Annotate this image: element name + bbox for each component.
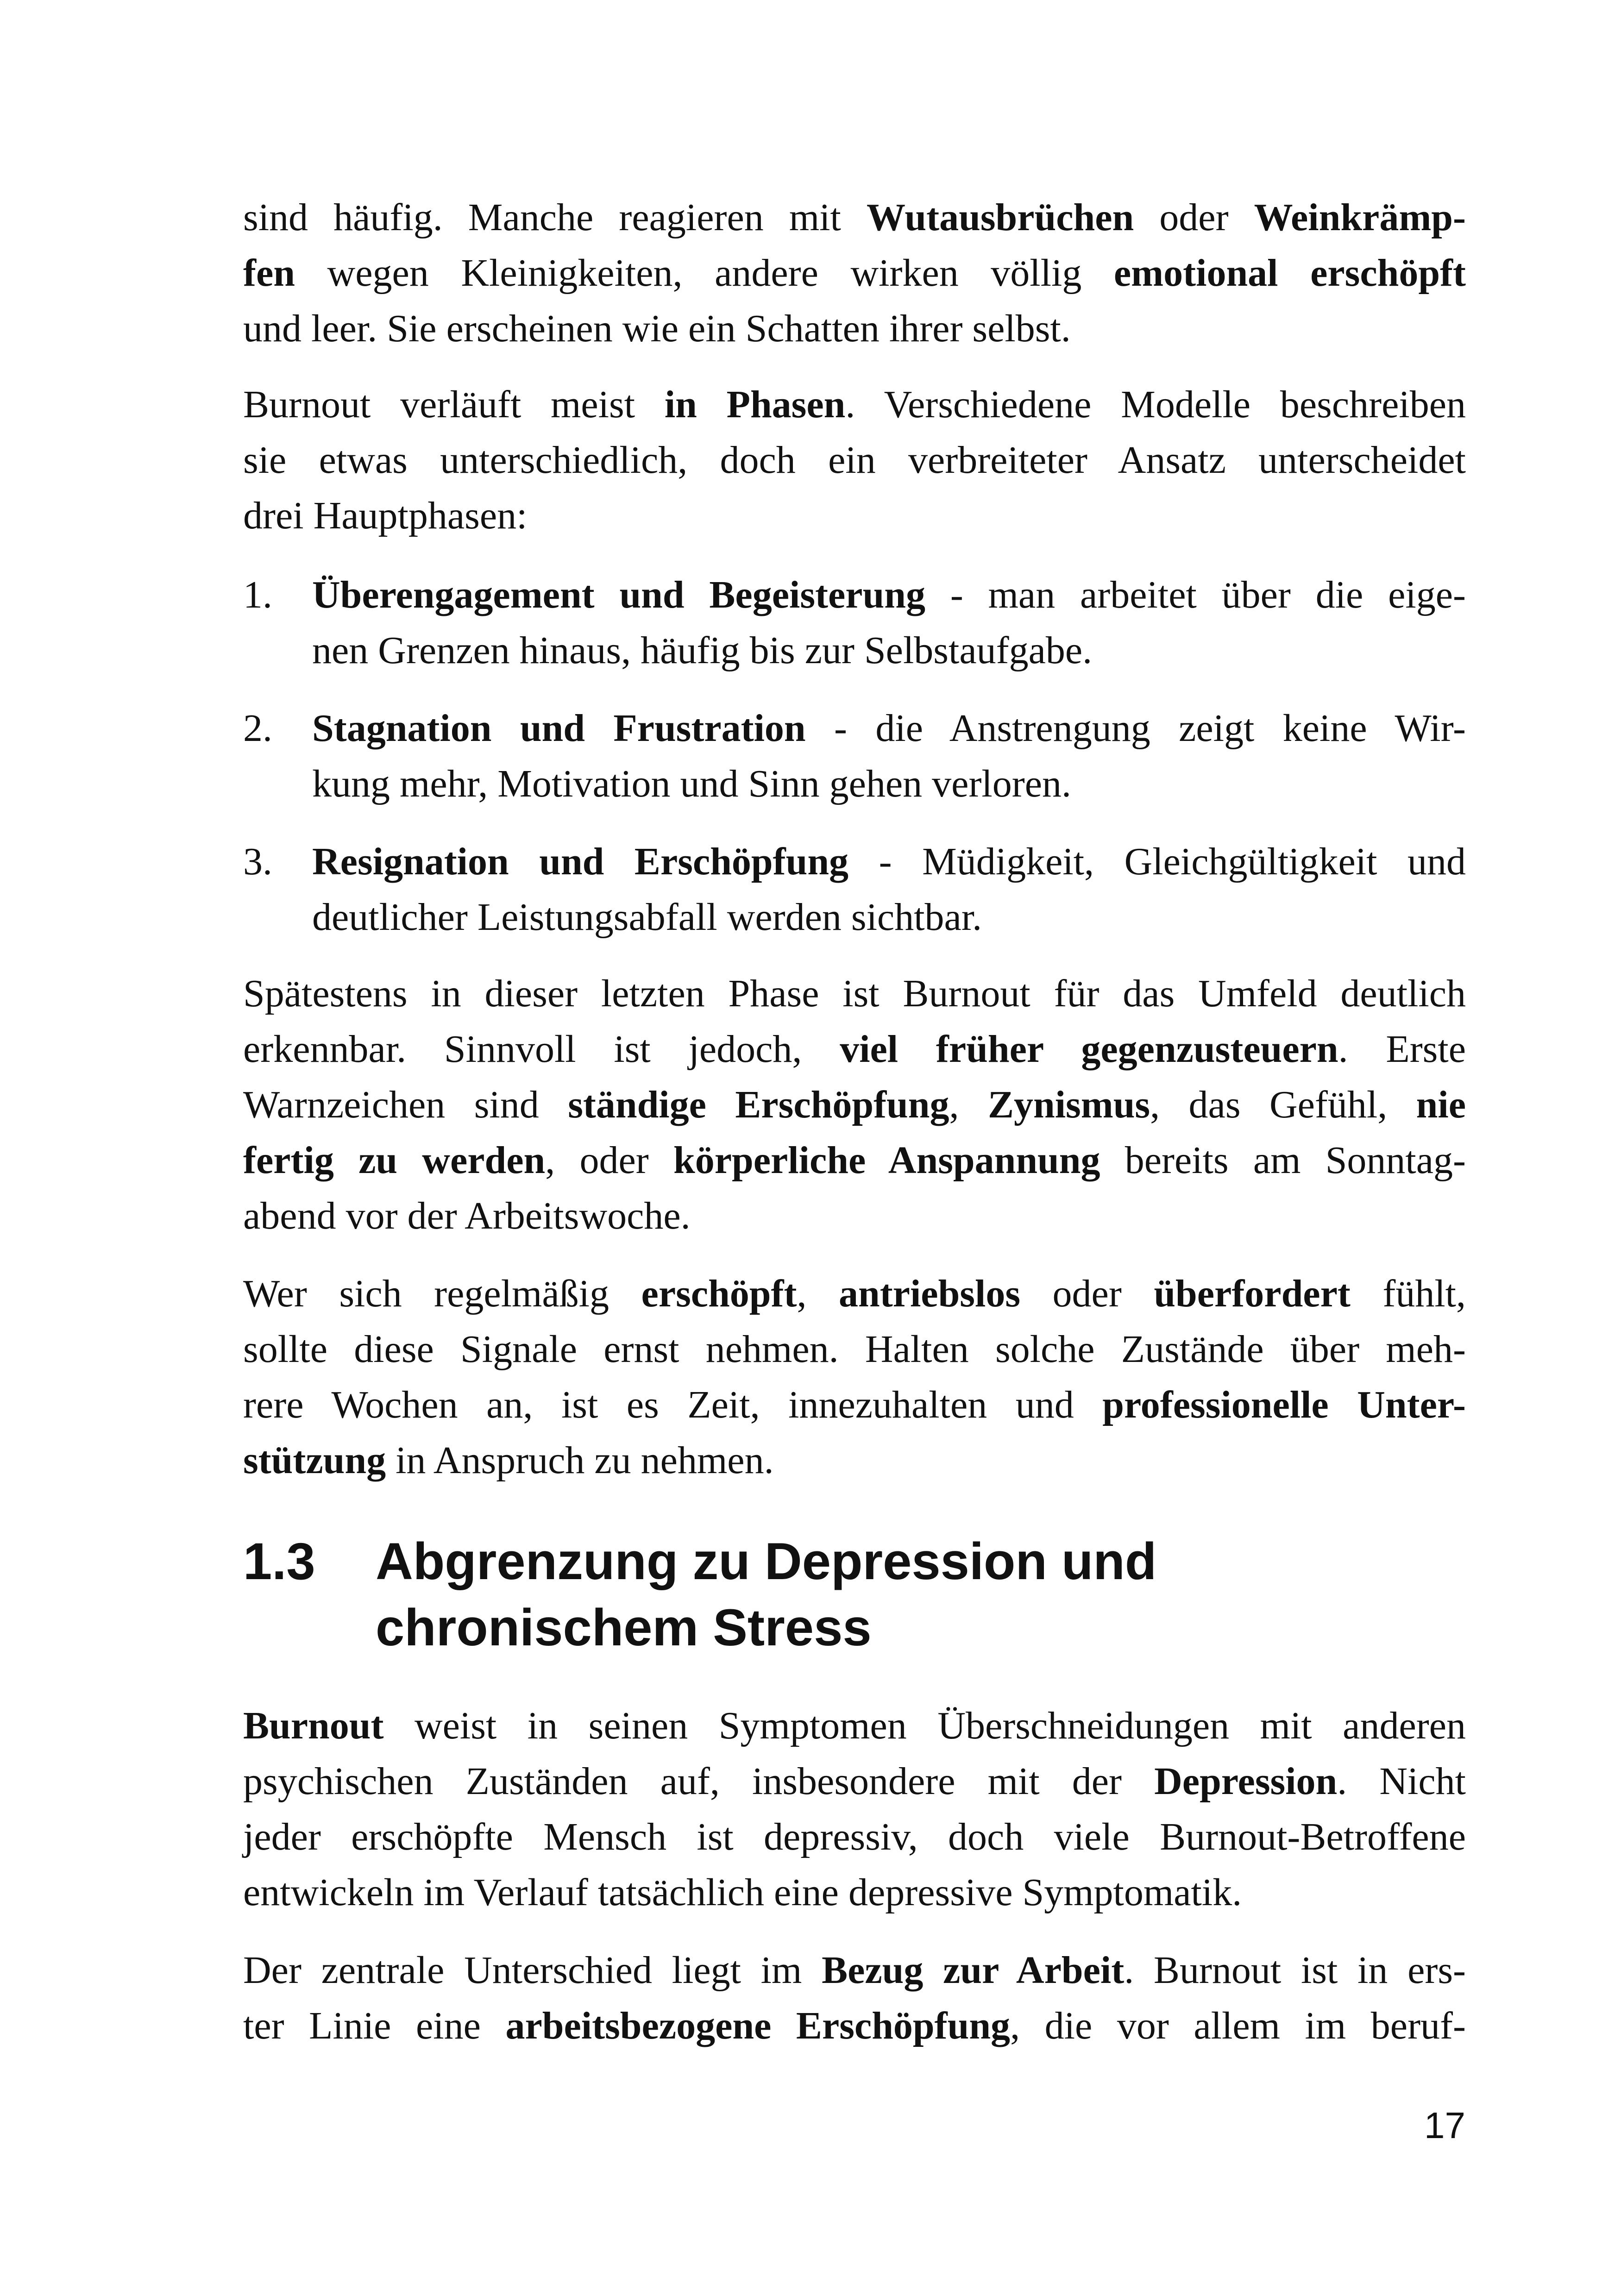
paragraph — [243, 190, 1466, 357]
phase-list — [243, 567, 1466, 967]
list-item-text — [312, 834, 1466, 945]
bold-text: überfordert — [1154, 1272, 1351, 1315]
text-span: weist in seinen Symptomen Überschneidungen mit anderen — [383, 1704, 1466, 1747]
text-span: abend vor der Arbeitswoche. — [243, 1194, 691, 1237]
text-span: psychischen Zuständen auf, insbesondere mit der — [243, 1760, 1155, 1803]
text-span: kung mehr, Motivation und Sinn gehen verloren. — [312, 762, 1072, 805]
bold-text: emotional erschöpft — [1113, 251, 1466, 295]
text-span: deutlicher Leistungsabfall werden sichtbar. — [312, 896, 982, 939]
bold-text: Wutausbrüchen — [866, 196, 1134, 239]
text-span: Warnzeichen sind — [243, 1083, 568, 1126]
list-item — [243, 834, 1466, 945]
bold-text: Burnout — [243, 1704, 384, 1747]
section-title-line-1: Abgrenzung zu Depression und — [376, 1532, 1157, 1590]
bold-text: erschöpft — [641, 1272, 797, 1315]
bold-text: Resignation und Erschöpfung — [312, 840, 849, 883]
text-line — [312, 623, 1466, 678]
bold-text: Überengagement und Begeisterung — [312, 573, 926, 616]
text-span: - man arbeitet über die eige- — [925, 573, 1466, 616]
text-span: rere Wochen an, ist es Zeit, innezuhalten und — [243, 1383, 1103, 1426]
text-line — [243, 1943, 1466, 1998]
text-span: entwickeln im Verlauf tatsächlich eine depressive Symptomatik. — [243, 1871, 1242, 1914]
text-span: sollte diese Signale ernst nehmen. Halten solche Zustände über meh- — [243, 1328, 1466, 1371]
text-span: in Anspruch zu nehmen. — [386, 1439, 774, 1482]
text-span: oder — [1020, 1272, 1154, 1315]
text-line — [243, 1322, 1466, 1377]
text-line — [243, 245, 1466, 301]
text-line — [243, 190, 1466, 245]
text-line — [243, 1133, 1466, 1188]
bold-text: fen — [243, 251, 295, 295]
bold-text: arbeitsbezogene Erschöpfung — [505, 2004, 1011, 2047]
bold-text: Stagnation und Frustration — [312, 707, 806, 750]
text-span: drei Hauptphasen: — [243, 494, 528, 537]
paragraph — [243, 1266, 1466, 1488]
text-line — [312, 701, 1466, 756]
bold-text: antriebslos — [838, 1272, 1021, 1315]
text-line — [243, 1433, 1466, 1488]
bold-text: ständige Erschöpfung — [568, 1083, 949, 1126]
text-span: nen Grenzen hinaus, häufig bis zur Selbstaufgabe. — [312, 629, 1093, 672]
bold-text: professionelle Unter- — [1102, 1383, 1466, 1426]
list-number: 1. — [243, 573, 272, 616]
text-span: , das Gefühl, — [1150, 1083, 1416, 1126]
text-span: erkennbar. Sinnvoll ist jedoch, — [243, 1028, 840, 1071]
bold-text: körperliche Anspannung — [673, 1139, 1100, 1182]
text-line — [243, 433, 1466, 488]
paragraph — [243, 1943, 1466, 2054]
text-span: , — [949, 1083, 988, 1126]
text-line — [243, 1998, 1466, 2054]
text-line — [243, 301, 1466, 357]
text-line — [312, 756, 1466, 812]
list-item-text — [312, 567, 1466, 678]
text-line — [243, 1865, 1466, 1920]
section-heading — [243, 1528, 1156, 1661]
list-item — [243, 567, 1466, 678]
text-span: . Erste — [1338, 1028, 1466, 1071]
bold-text: Depression — [1154, 1760, 1338, 1803]
section-number: 1.3 — [243, 1532, 315, 1590]
text-line — [312, 890, 1466, 945]
text-line — [243, 1188, 1466, 1244]
text-line — [243, 1698, 1466, 1754]
text-line — [243, 377, 1466, 433]
text-line — [243, 1022, 1466, 1077]
list-item-text — [312, 701, 1466, 812]
paragraph — [243, 377, 1466, 544]
text-line — [243, 1266, 1466, 1322]
text-span: Spätestens in dieser letzten Phase ist Burnout für das Umfeld deutlich — [243, 972, 1466, 1015]
text-line — [243, 966, 1466, 1022]
bold-text: stützung — [243, 1439, 386, 1482]
section-title-line-2: chronischem Stress — [376, 1599, 872, 1656]
text-line — [312, 567, 1466, 623]
text-line — [243, 1377, 1466, 1433]
text-span: oder — [1134, 196, 1254, 239]
bold-text: Weinkrämp- — [1254, 196, 1466, 239]
page-number: 17 — [1424, 2105, 1465, 2146]
text-span: jeder erschöpfte Mensch ist depressiv, doch viele Burnout-Betroffene — [243, 1815, 1466, 1858]
text-line — [243, 1809, 1466, 1865]
text-line — [243, 1077, 1466, 1133]
text-span: ter Linie eine — [243, 2004, 506, 2047]
text-span: Burnout verläuft meist — [243, 383, 665, 426]
bold-text: Bezug zur Arbeit — [822, 1949, 1125, 1992]
paragraph — [243, 966, 1466, 1244]
bold-text: viel früher gegenzusteuern — [840, 1028, 1338, 1071]
text-line — [312, 834, 1466, 890]
bold-text: nie — [1416, 1083, 1466, 1126]
text-span: , oder — [545, 1139, 673, 1182]
text-span: Wer sich regelmäßig — [243, 1272, 641, 1315]
text-span: , die vor allem im beruf- — [1010, 2004, 1466, 2047]
text-span: - Müdigkeit, Gleichgültigkeit und — [848, 840, 1466, 883]
bold-text: fertig zu werden — [243, 1139, 546, 1182]
list-item — [243, 701, 1466, 812]
text-span: bereits am Sonntag- — [1100, 1139, 1466, 1182]
text-span: sind häufig. Manche reagieren mit — [243, 196, 867, 239]
text-span: sie etwas unterschiedlich, doch ein verbreiteter Ansatz unterscheidet — [243, 439, 1466, 482]
text-line — [243, 1754, 1466, 1809]
text-span: fühlt, — [1350, 1272, 1466, 1315]
text-span: , — [797, 1272, 839, 1315]
text-span: wegen Kleinigkeiten, andere wirken völlig — [295, 251, 1114, 295]
list-number: 2. — [243, 707, 272, 750]
text-span: . Nicht — [1337, 1760, 1466, 1803]
text-span: . Burnout ist in ers- — [1124, 1949, 1466, 1992]
text-span: . Verschiedene Modelle beschreiben — [845, 383, 1466, 426]
list-number: 3. — [243, 840, 272, 883]
text-span: - die Anstrengung zeigt keine Wir- — [805, 707, 1466, 750]
bold-text: Zynismus — [987, 1083, 1150, 1126]
bold-text: in Phasen — [664, 383, 846, 426]
paragraph — [243, 1698, 1466, 1920]
text-line — [243, 488, 1466, 544]
text-span: Der zentrale Unterschied liegt im — [243, 1949, 822, 1992]
text-span: und leer. Sie erscheinen wie ein Schatten ihrer selbst. — [243, 307, 1071, 350]
